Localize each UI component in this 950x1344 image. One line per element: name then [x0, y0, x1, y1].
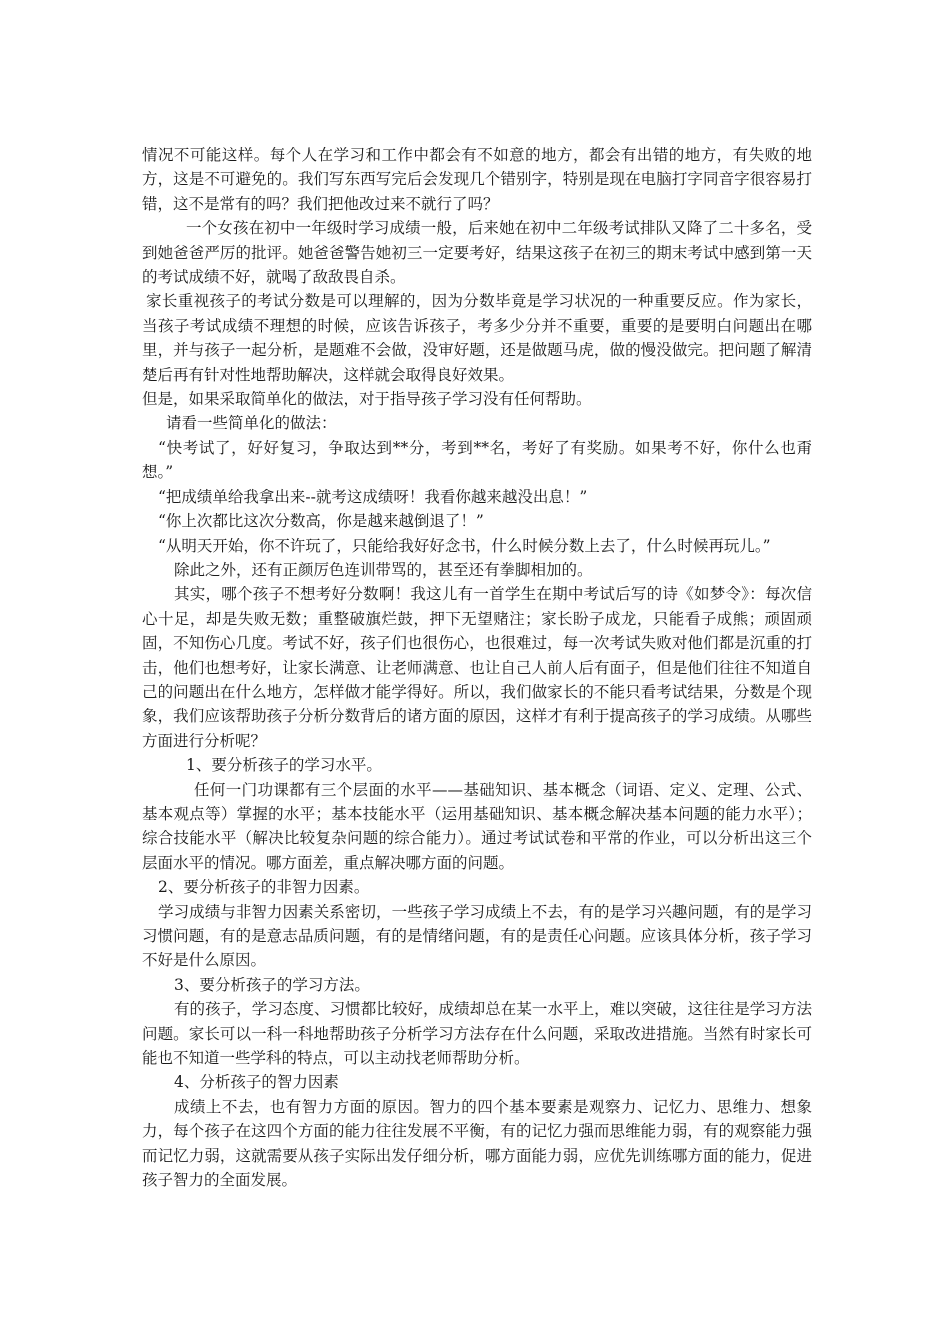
section-heading: 1、要分析孩子的学习水平。	[186, 756, 382, 775]
paragraph: 其实，哪个孩子不想考好分数啊！我这儿有一首学生在期中考试后写的诗《如梦令》：每次信心十足，却是失败无数；重整破旗烂鼓，押下无望赌注；家长盼子成龙，只能看子成熊；顽固顽固，不知伤心几度。考试不好，孩子们也很伤心，也很难过，每一次考试失败对他们都是沉重的打击，他们也想考好，让家长满意、让老师满意、也让自己人前人后有面子，但是他们往往不知道自己的问题出在什么地方，怎样做才能学得好。所以，我们做家长的不能只看考试结果，分数是个现象，我们应该帮助孩子分析分数背后的诸方面的原因，这样才有利于提高孩子的学习成绩。从哪些方面进行分析呢？	[142, 585, 812, 750]
paragraph: 家长重视孩子的考试分数是可以理解的，因为分数毕竟是学习状况的一种重要反应。作为家长，当孩子考试成绩不理想的时候，应该告诉孩子，考多少分并不重要，重要的是要明白问题出在哪里，并与孩子一起分析，是题难不会做，没审好题，还是做题马虎，做的慢没做完。把问题了解清楚后再有针对性地帮助解决，这样就会取得良好效果。	[142, 292, 812, 384]
paragraph: 请看一些简单化的做法：	[166, 414, 337, 433]
paragraph: 任何一门功课都有三个层面的水平——基础知识、基本概念（词语、定义、定理、公式、基本观点等）掌握的水平；基本技能水平（运用基础知识、基本概念解决基本问题的能力水平）；综合技能水平（解决比较复杂问题的综合能力）。通过考试试卷和平常的作业，可以分析出这三个层面水平的情况。哪方面差，重点解决哪方面的问题。	[142, 780, 812, 872]
paragraph: “把成绩单给我拿出来--就考这成绩呀！我看你越来越没出息！”	[158, 487, 588, 506]
paragraph: “从明天开始，你不许玩了，只能给我好好念书，什么时候分数上去了，什么时候再玩儿。”	[158, 536, 771, 555]
paragraph: 情况不可能这样。每个人在学习和工作中都会有不如意的地方，都会有出错的地方，有失败的地方，这是不可避免的。我们写东西写完后会发现几个错别字，特别是现在电脑打字同音字很容易打错，这不是常有的吗？我们把他改过来不就行了吗？	[142, 146, 812, 213]
paragraph: 成绩上不去，也有智力方面的原因。智力的四个基本要素是观察力、记忆力、思维力、想象力，每个孩子在这四个方面的能力往往发展不平衡，有的记忆力强而思维能力弱，有的观察能力强而记忆力弱，这就需要从孩子实际出发仔细分析，哪方面能力弱，应优先训练哪方面的能力，促进孩子智力的全面发展。	[142, 1097, 812, 1190]
paragraph: 学习成绩与非智力因素关系密切，一些孩子学习成绩上不去，有的是学习兴趣问题，有的是学习习惯问题，有的是意志品质问题，有的是情绪问题，有的是责任心问题。应该具体分析，孩子学习不好是什么原因。	[142, 902, 812, 970]
section-heading: 2、要分析孩子的非智力因素。	[158, 878, 370, 897]
paragraph: “你上次都比这次分数高，你是越来越倒退了！”	[158, 512, 484, 531]
section-heading: 3、要分析孩子的学习方法。	[174, 975, 370, 994]
paragraph: 除此之外，还有正颜厉色连训带骂的，甚至还有拳脚相加的。	[174, 560, 593, 579]
section-heading: 4、分析孩子的智力因素	[174, 1073, 339, 1092]
paragraph: 有的孩子，学习态度、习惯都比较好，成绩却总在某一水平上，难以突破，这往往是学习方法问题。家长可以一科一科地帮助孩子分析学习方法存在什么问题，采取改进措施。当然有时家长可能也不知道一些学科的特点，可以主动找老师帮助分析。	[142, 1000, 812, 1068]
paragraph: 一个女孩在初中一年级时学习成绩一般，后来她在初中二年级考试排队又降了二十多名，受到她爸爸严厉的批评。她爸爸警告她初三一定要考好，结果这孩子在初三的期末考试中感到第一天的考试成绩不好，就喝了敌敌畏自杀。	[142, 219, 812, 287]
document-body	[142, 143, 812, 1192]
paragraph: 但是，如果采取简单化的做法，对于指导孩子学习没有任何帮助。	[142, 390, 592, 409]
paragraph: “快考试了，好好复习，争取达到**分，考到**名，考好了有奖励。如果考不好，你什么也甭想。”	[142, 438, 812, 482]
